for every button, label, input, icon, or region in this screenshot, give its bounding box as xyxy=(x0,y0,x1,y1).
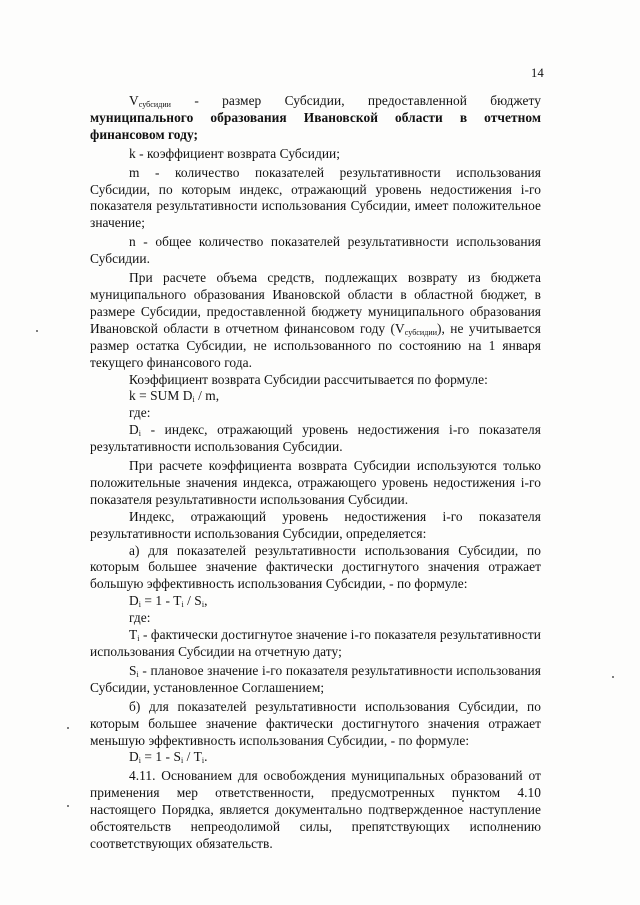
symbol-v: V xyxy=(129,93,139,108)
formula-k-part2: / m, xyxy=(194,388,220,404)
formula-b-sub2: i xyxy=(180,756,184,766)
scan-speck xyxy=(67,727,69,729)
paragraph-case-a: а) для показателей результативности использования Субсидии, по которым большее значение фактически достигнутого значения отражает большую эффективность использования Субсидии, - по формуле: xyxy=(90,542,541,592)
where-label-1: где: xyxy=(129,405,151,421)
formula-b-part3: / T xyxy=(183,749,202,765)
formula-b-sub3: i xyxy=(201,756,205,766)
v-definition-text: - размер Субсидии, предоставленной бюджету xyxy=(171,93,541,108)
formula-k-part1: k = SUM D xyxy=(129,388,193,404)
s-definition-text: - плановое значение i-го показателя результативности использования Субсидии, установленное Соглашением; xyxy=(90,662,541,695)
formula-b-part1: D xyxy=(129,749,139,765)
formula-k-subscript: i xyxy=(192,395,195,405)
paragraph-k-definition: k - коэффициент возврата Субсидии; xyxy=(129,145,341,161)
formula-b-part4: . xyxy=(204,749,208,765)
scan-speck xyxy=(67,805,69,807)
formula-b-sub1: i xyxy=(138,756,142,766)
symbol-d-subscript: i xyxy=(138,429,142,439)
formula-a-part1: D xyxy=(129,593,139,609)
paragraph-v-subsidy xyxy=(90,93,541,144)
paragraph-4-11: 4.11. Основанием для освобождения муниципальных образований от применения мер ответственности, предусмотренных пунктом 4.10 настоящего Порядка, является документально подтвержденное наступление обстоятельств непреодолимой силы, препятствующих исполнению соответствующих обязательств. xyxy=(90,768,541,851)
where-label-2: где: xyxy=(129,610,151,626)
formula-d-case-b xyxy=(90,749,541,766)
paragraph-s-definition xyxy=(90,663,541,697)
paragraph-return-calculation xyxy=(90,270,541,371)
symbol-s-subscript: i xyxy=(136,669,139,679)
formula-a-sub1: i xyxy=(138,600,142,610)
symbol-s: S xyxy=(129,662,137,678)
symbol-d: D xyxy=(129,422,139,438)
formula-a-part3: / S xyxy=(183,593,202,609)
page-number: 14 xyxy=(531,66,544,80)
paragraph-n-definition: n - общее количество показателей результативности использования Субсидии. xyxy=(90,234,541,267)
paragraph-index-determined: Индекс, отражающий уровень недостижения i-го показателя результативности использования Субсидии, определяется: xyxy=(90,508,541,541)
return-calculation-subscript: субсидии xyxy=(404,327,438,337)
formula-b-part2: = 1 - S xyxy=(141,749,181,765)
paragraph-m-definition: m - количество показателей результативности использования Субсидии, по которым индекс, отражающий уровень недостижения i-го показателя результативности использования Субсидии, имеет положительное значение; xyxy=(90,164,541,231)
return-calculation-text: При расчете объема средств, подлежащих возврату из бюджета муниципального образования Ивановской области в областной бюджет, в размере Субсидии, предоставленной бюджету муниципального образования Ивановской области в отчетном финансовом году (V xyxy=(90,270,541,336)
v-definition-bold: муниципального образования Ивановской области в отчетном финансовом году; xyxy=(90,109,541,142)
d-definition-text: - индекс, отражающий уровень недостижения i-го показателя результативности использования Субсидии. xyxy=(90,422,541,455)
symbol-t: T xyxy=(129,627,138,643)
formula-a-part2: = 1 - T xyxy=(141,593,182,609)
paragraph-t-definition xyxy=(90,627,541,661)
document-body xyxy=(90,93,541,853)
formula-a-sub3: i xyxy=(201,600,205,610)
paragraph-positive-values: При расчете коэффициента возврата Субсидии используются только положительные значения индекса, отражающего уровень недостижения i-го показателя результативности использования Субсидии. xyxy=(90,458,541,507)
paragraph-case-b: б) для показателей результативности использования Субсидии, по которым большее значение фактически достигнутого значения отражает меньшую эффективность использования Субсидии, - по формуле: xyxy=(90,698,541,748)
t-definition-text: - фактически достигнутое значение i-го показателя результативности использования Субсидии на отчетную дату; xyxy=(90,627,541,659)
scan-speck xyxy=(36,330,38,332)
symbol-t-subscript: i xyxy=(137,634,140,644)
paragraph-coefficient-intro: Коэффициент возврата Субсидии рассчитывается по формуле: xyxy=(129,371,488,387)
formula-d-case-a xyxy=(90,593,541,610)
symbol-v-subscript: субсидии xyxy=(138,100,172,109)
formula-a-sub2: i xyxy=(181,600,184,610)
formula-k xyxy=(90,388,541,405)
scan-speck xyxy=(462,800,464,802)
return-calculation-tail: ), не учитывается размер остатка Субсидии, не использованного по состоянию на 1 января текущего финансового года. xyxy=(90,320,541,370)
scan-speck xyxy=(612,676,614,678)
paragraph-d-definition xyxy=(90,422,541,456)
formula-a-part4: , xyxy=(204,593,208,609)
